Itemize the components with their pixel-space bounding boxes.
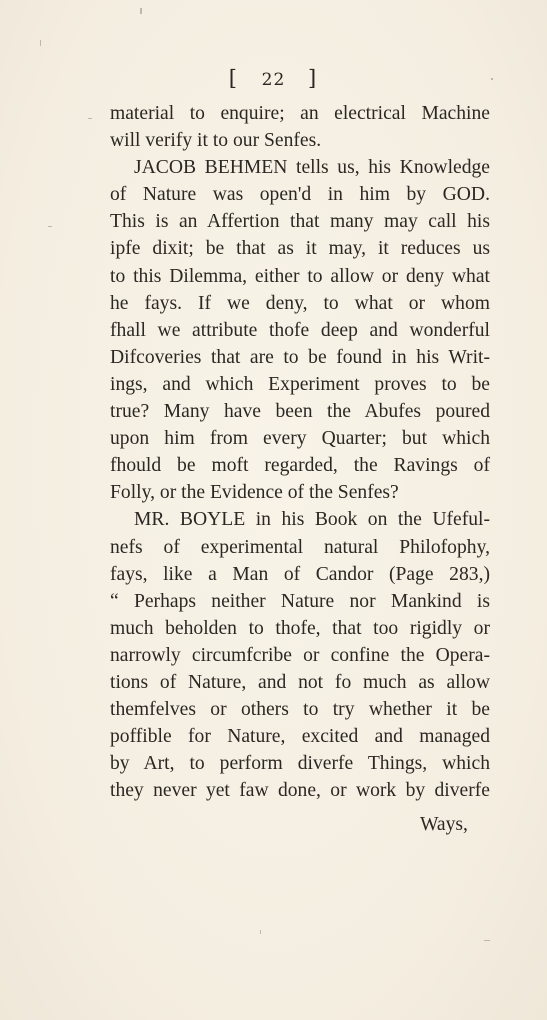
- text-line: he fays. If we deny, to what or whom: [110, 292, 490, 314]
- text-line: fhall we attribute thofe deep and wonderful: [110, 319, 490, 341]
- text-line: true? Many have been the Abufes poured: [110, 401, 490, 423]
- paper-speck: [48, 226, 52, 227]
- text-line: tions of Nature, and not fo much as allow: [110, 671, 490, 693]
- text-line: fays, like a Man of Candor (Page 283,): [110, 563, 490, 585]
- paper-speck: [88, 118, 92, 119]
- text-line: narrowly circumfcribe or confine the Opera-: [110, 644, 490, 666]
- text-line: much beholden to thofe, that too rigidly or: [110, 617, 490, 639]
- text-line: they never yet faw done, or work by diverfe: [110, 780, 490, 802]
- text-line: material to enquire; an electrical Machine: [110, 103, 490, 124]
- text-line: will verify it to our Senfes.: [110, 130, 322, 152]
- paper-speck: [40, 40, 41, 46]
- header-left-bracket: [: [228, 66, 239, 90]
- page-number: 22: [261, 70, 286, 90]
- text-line: ings, and which Experiment proves to be: [110, 373, 490, 395]
- paper-speck: [260, 930, 261, 934]
- text-line: to this Dilemma, either to allow or deny what: [110, 265, 490, 287]
- text-line: nefs of experimental natural Philofophy,: [110, 536, 490, 558]
- text-line: ipfe dixit; be that as it may, it reduces us: [110, 238, 490, 260]
- text-line: fhould be moft regarded, the Ravings of: [110, 455, 490, 477]
- text-line: JACOB BEHMEN tells us, his Knowledge: [134, 157, 490, 179]
- page-header: [0, 66, 547, 90]
- text-line: “ Perhaps neither Nature nor Mankind is: [110, 590, 490, 612]
- paper-speck: [484, 940, 490, 941]
- text-line: upon him from every Quarter; but which: [110, 428, 490, 450]
- paper-speck: [140, 8, 142, 14]
- text-line: poffible for Nature, excited and managed: [110, 726, 490, 748]
- catchword: Ways,: [420, 814, 468, 835]
- text-line: themfelves or others to try whether it be: [110, 699, 490, 721]
- body-text: [110, 100, 490, 804]
- text-line: Difcoveries that are to be found in his Writ-: [110, 346, 490, 368]
- text-line: of Nature was open'd in him by GOD.: [110, 184, 490, 206]
- text-line: MR. BOYLE in his Book on the Ufeful-: [134, 509, 490, 531]
- header-right-bracket: ]: [308, 66, 319, 90]
- paper-speck: [491, 78, 493, 80]
- text-line: This is an Affertion that many may call his: [110, 211, 490, 233]
- text-line: by Art, to perform diverfe Things, which: [110, 753, 490, 775]
- text-line: Folly, or the Evidence of the Senfes?: [110, 482, 399, 504]
